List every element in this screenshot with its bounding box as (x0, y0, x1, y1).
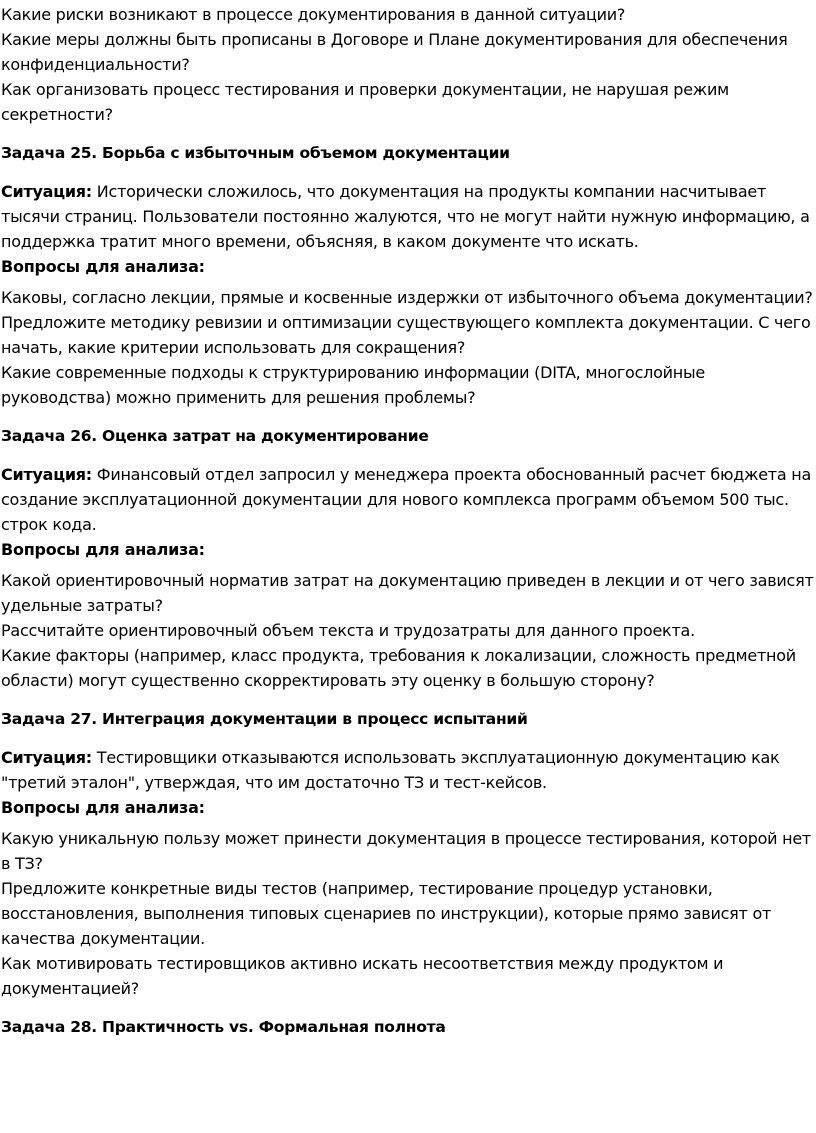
task-title: Задача 27. Интеграция документации в процесс испытаний (1, 710, 528, 728)
task-questions (1, 285, 816, 410)
question-item: Как мотивировать тестировщиков активно искать несоответствия между продуктом и документацией? (1, 954, 724, 998)
intro-question-2: Какие меры должны быть прописаны в Договоре и Плане документирования для обеспечения конфиденциальности? (1, 30, 788, 74)
task-questions (1, 568, 816, 693)
task-26 (1, 424, 816, 693)
question-item: Какие современные подходы к структурированию информации (DITA, многослойные руководства) можно применить для решения проблемы? (1, 363, 705, 407)
intro-question-3: Как организовать процесс тестирования и проверки документации, не нарушая режим секретности? (1, 80, 729, 124)
task-title: Задача 26. Оценка затрат на документирование (1, 427, 429, 445)
task-25 (1, 141, 816, 410)
question-item: Какие факторы (например, класс продукта, требования к локализации, сложность предметной области) могут существенно скорректировать эту оценку в большую сторону? (1, 646, 796, 690)
situation-text: Тестировщики отказываются использовать эксплуатационную документацию как "третий эталон", утверждая, что им достаточно ТЗ и тест-кейсов. (1, 748, 780, 792)
situation-label: Ситуация: (1, 748, 92, 767)
task-situation (1, 462, 816, 537)
intro-question-1: Какие риски возникают в процессе документирования в данной ситуации? (1, 5, 626, 24)
task-situation (1, 745, 816, 795)
task-situation (1, 179, 816, 254)
question-item: Каковы, согласно лекции, прямые и косвенные издержки от избыточного объема документации? (1, 288, 813, 307)
situation-label: Ситуация: (1, 182, 92, 201)
question-item: Какой ориентировочный норматив затрат на документацию приведен в лекции и от чего зависят удельные затраты? (1, 571, 814, 615)
question-item: Рассчитайте ориентировочный объем текста и трудозатраты для данного проекта. (1, 621, 695, 640)
questions-label: Вопросы для анализа: (1, 540, 205, 559)
task-28 (1, 1015, 816, 1039)
situation-text: Исторически сложилось, что документация на продукты компании насчитывает тысячи страниц. Пользователи постоянно жалуются, что не могут найти нужную информацию, а поддержка тратит много времени, объясняя, в каком документе что искать. (1, 182, 810, 251)
questions-label: Вопросы для анализа: (1, 257, 205, 276)
question-item: Предложите методику ревизии и оптимизации существующего комплекта документации. С чего начать, какие критерии использовать для сокращения? (1, 313, 811, 357)
questions-label: Вопросы для анализа: (1, 798, 205, 817)
question-item: Какую уникальную пользу может принести документация в процессе тестирования, которой нет в ТЗ? (1, 829, 811, 873)
question-item: Предложите конкретные виды тестов (например, тестирование процедур установки, восстановления, выполнения типовых сценариев по инструкции), которые прямо зависят от качества документации. (1, 879, 772, 948)
task-questions (1, 826, 816, 1001)
situation-label: Ситуация: (1, 465, 92, 484)
task-title: Задача 25. Борьба с избыточным объемом документации (1, 144, 510, 162)
situation-text: Финансовый отдел запросил у менеджера проекта обоснованный расчет бюджета на создание эксплуатационной документации для нового комплекса программ объемом 500 тыс. строк кода. (1, 465, 812, 534)
task-27 (1, 707, 816, 1001)
intro-questions (1, 2, 816, 127)
task-title: Задача 28. Практичность vs. Формальная полнота (1, 1018, 446, 1036)
